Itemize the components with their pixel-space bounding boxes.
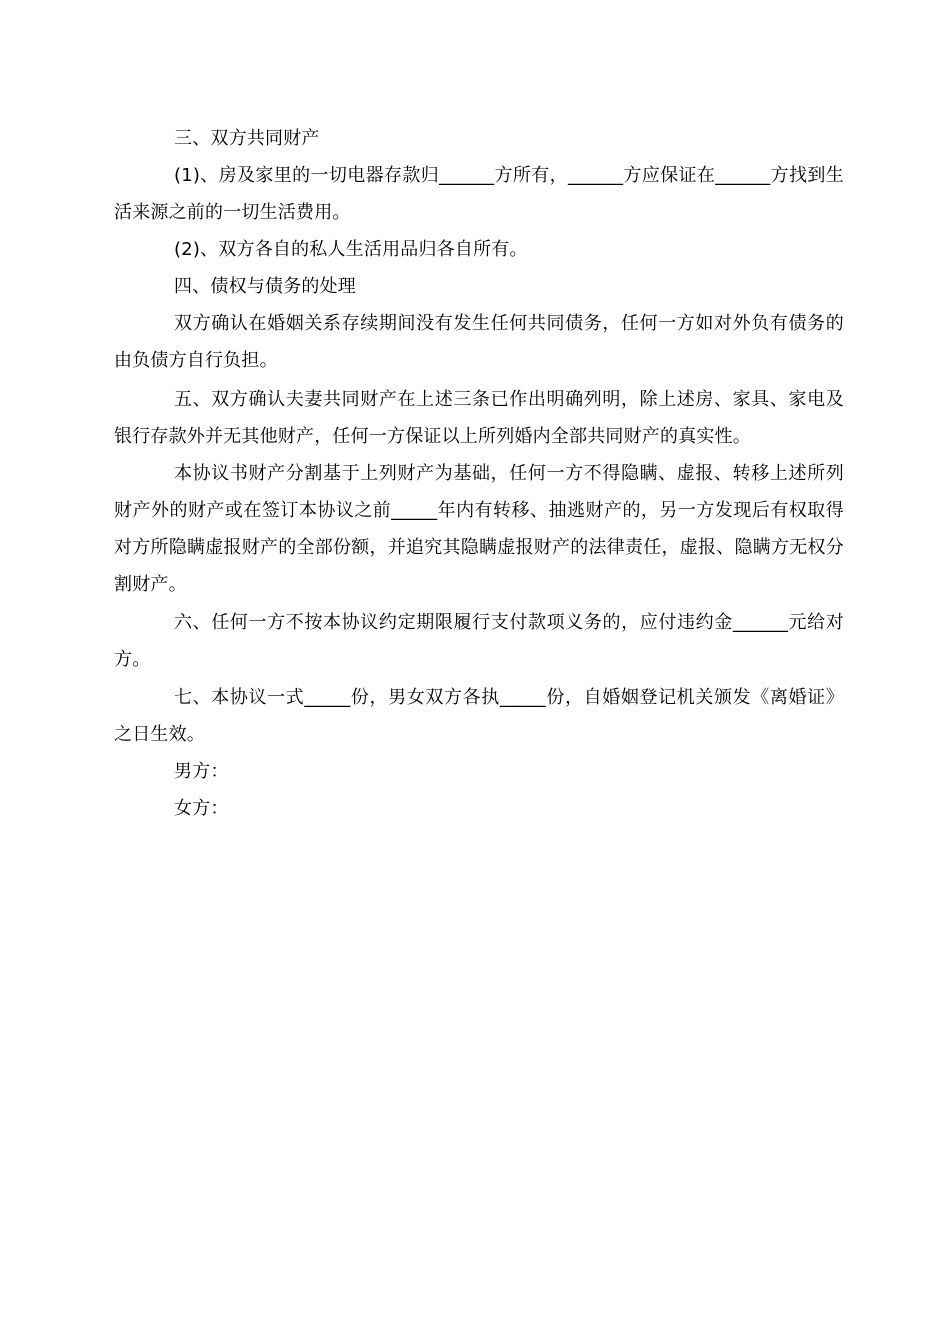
clause-concealment: 本协议书财产分割基于上列财产为基础，任何一方不得隐瞒、虚报、转移上述所列财产外的财产或在签订本协议之前_____年内有转移、抽逃财产的，另一方发现后有权取得对方所隐瞒虚报财产的全部份额，并追究其隐瞒虚报财产的法律责任，虚报、隐瞒方无权分割财产。 [114, 463, 844, 595]
section-heading-joint-property: 三、双方共同财产 [174, 128, 320, 149]
clause-copies-effective: 七、本协议一式_____份，男女双方各执_____份，自婚姻登记机关颁发《离婚证》之日生效。 [114, 687, 844, 745]
clause-debts: 双方确认在婚姻关系存续期间没有发生任何共同债务，任何一方如对外负有债务的由负债方自行负担。 [114, 313, 844, 371]
clause-property-allocation: (1)、房及家里的一切电器存款归______方所有，______方应保证在______方找到生活来源之前的一切生活费用。 [114, 165, 844, 223]
section-heading-debts: 四、债权与债务的处理 [174, 276, 356, 297]
signature-female: 女方： [174, 798, 229, 819]
clause-personal-items: (2)、双方各自的私人生活用品归各自所有。 [174, 239, 528, 260]
clause-property-confirmation: 五、双方确认夫妻共同财产在上述三条已作出明确列明，除上述房、家具、家电及银行存款外并无其他财产，任何一方保证以上所列婚内全部共同财产的真实性。 [114, 389, 844, 447]
signature-male: 男方： [174, 761, 229, 782]
clause-penalty: 六、任何一方不按本协议约定期限履行支付款项义务的，应付违约金______元给对方。 [114, 612, 844, 670]
